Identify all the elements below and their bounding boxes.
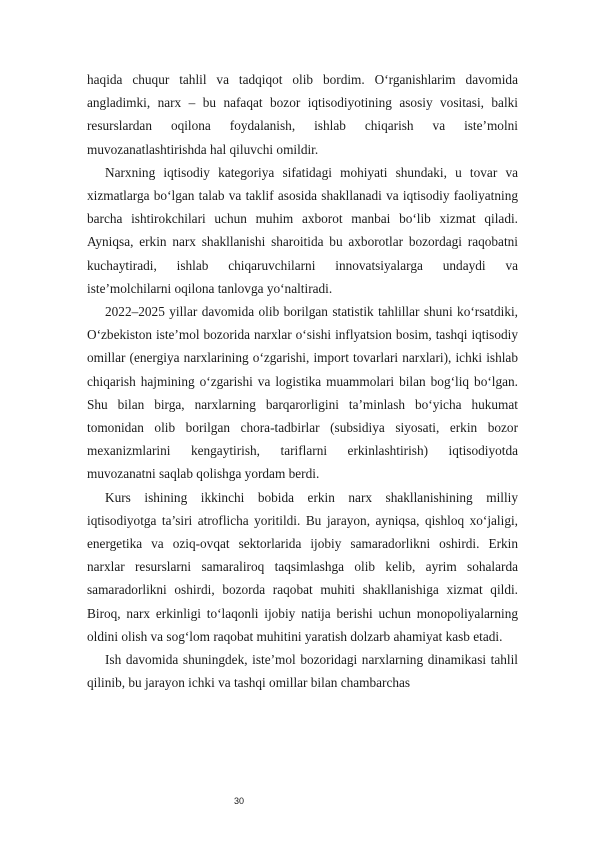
- paragraph-3: 2022–2025 yillar davomida olib borilgan statistik tahlillar shuni ko‘rsatdiki, O‘zbekiston iste’mol bozorida narxlar o‘sishi inflyatsion bosim, tashqi iqtisodiy omillar (energiya narxlarining o‘zgarishi, import tovarlari narxlari), ichki ishlab chiqarish hajmining o‘zgarishi va logistika muammolari bilan bog‘liq bo‘lgan. Shu bilan birga, narxlarning barqarorligini ta’minlash bo‘yicha hukumat tomonidan olib borilgan chora-tadbirlar (subsidiya siyosati, erkin bozor mexanizmlarini kengaytirish, tariflarni erkinlashtirish) iqtisodiyotda muvozanatni saqlab qolishga yordam berdi.: [87, 304, 518, 482]
- paragraph-2: Narxning iqtisodiy kategoriya sifatidagi mohiyati shundaki, u tovar va xizmatlarga bo‘lgan talab va taklif asosida shakllanadi va iqtisodiy faoliyatning barcha ishtirokchilari uchun muhim axborot manbai bo‘lib xizmat qiladi. Ayniqsa, erkin narx shakllanishi sharoitida bu axborotlar bozordagi raqobatni kuchaytiradi, ishlab chiqaruvchilarni innovatsiyalarga undaydi va iste’molchilarni oqilona tanlovga yo‘naltiradi.: [87, 164, 518, 296]
- page-number: 30: [233, 796, 244, 806]
- body-text: [87, 68, 518, 694]
- paragraph-5: Ish davomida shuningdek, iste’mol bozoridagi narxlarning dinamikasi tahlil qilinib, bu jarayon ichki va tashqi omillar bilan chambarchas: [87, 652, 518, 691]
- paragraph-4: Kurs ishining ikkinchi bobida erkin narx shakllanishining milliy iqtisodiyotga ta’siri atroflicha yoritildi. Bu jarayon, ayniqsa, qishloq xo‘jaligi, energetika va oziq-ovqat sektorlarida ijobiy samaradorlikni oshirdi. Erkin narxlar resurslarni samaraliroq taqsimlashga olib kelib, ayrim sohalarda samaradorlikni oshirdi, bozorda raqobat muhiti shakllanishiga xizmat qildi. Biroq, narx erkinligi to‘laqonli ijobiy natija berishi uchun monopoliyalarning oldini olish va sog‘lom raqobat muhitini yaratish dolzarb ahamiyat kasb etadi.: [87, 489, 518, 644]
- paragraph-1: haqida chuqur tahlil va tadqiqot olib bordim. O‘rganishlarim davomida angladimki, narx – bu nafaqat bozor iqtisodiyotining asosiy vositasi, balki resurslardan oqilona foydalanish, ishlab chiqarish va iste’molni muvozanatlashtirishda hal qiluvchi omildir.: [87, 72, 518, 157]
